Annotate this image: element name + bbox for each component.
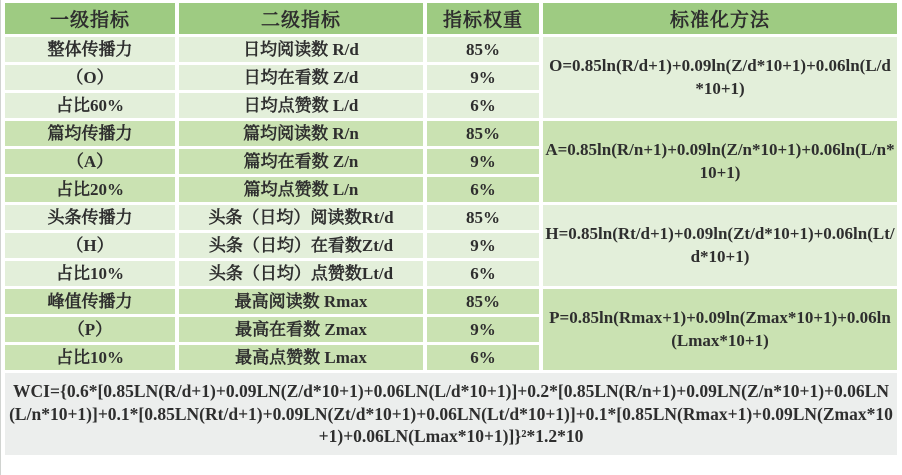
weight-cell: 9% [427,65,539,90]
level2-cell: 头条（日均）阅读数Rt/d [179,205,423,230]
formula-cell-A: A=0.85ln(R/n+1)+0.09ln(Z/n*10+1)+0.06ln(L/n*10+1) [543,121,897,202]
level1-cell: （O） [5,65,175,90]
level2-cell: 最高阅读数 Rmax [179,289,423,314]
header-level1-indicator: 一级指标 [5,3,175,34]
weight-cell: 6% [427,93,539,118]
weight-cell: 9% [427,233,539,258]
level1-cell: （A） [5,149,175,174]
header-row [5,3,897,34]
level2-cell: 头条（日均）在看数Zt/d [179,233,423,258]
table-row [5,121,897,146]
wci-formula-cell: WCI={0.6*[0.85LN(R/d+1)+0.09LN(Z/d*10+1)+0.06LN(L/d*10+1)]+0.2*[0.85LN(R/n+1)+0.09LN(Z/n*10+1)+0.06LN(L/n*10+1)]+0.1*[0.85LN(Rt/d+1)+0.09LN(Zt/d*10+1)+0.06LN(Lt/d*10+1)]+0.1*[0.85LN(Rmax+1)+0.09LN(Zmax*10+1)+0.06LN(Lmax*10+1)]}²*1.2*10 [5,373,897,455]
formula-cell-O: O=0.85ln(R/d+1)+0.09ln(Z/d*10+1)+0.06ln(L/d*10+1) [543,37,897,118]
level1-cell: 占比10% [5,345,175,370]
level1-cell: 占比10% [5,261,175,286]
level2-cell: 篇均在看数 Z/n [179,149,423,174]
level2-cell: 日均在看数 Z/d [179,65,423,90]
level1-cell: （P） [5,317,175,342]
level1-cell: 占比20% [5,177,175,202]
wci-indicator-table [1,0,901,458]
weight-cell: 6% [427,177,539,202]
level2-cell: 头条（日均）点赞数Lt/d [179,261,423,286]
table-row [5,289,897,314]
level1-cell: （H） [5,233,175,258]
level2-cell: 最高在看数 Zmax [179,317,423,342]
weight-cell: 9% [427,317,539,342]
level1-cell: 整体传播力 [5,37,175,62]
weight-cell: 6% [427,345,539,370]
level2-cell: 最高点赞数 Lmax [179,345,423,370]
formula-cell-H: H=0.85ln(Rt/d+1)+0.09ln(Zt/d*10+1)+0.06ln(Lt/d*10+1) [543,205,897,286]
level1-cell: 占比60% [5,93,175,118]
table-row [5,205,897,230]
table-row [5,37,897,62]
level2-cell: 日均点赞数 L/d [179,93,423,118]
formula-cell-P: P=0.85ln(Rmax+1)+0.09ln(Zmax*10+1)+0.06ln(Lmax*10+1) [543,289,897,370]
weight-cell: 85% [427,121,539,146]
weight-cell: 6% [427,261,539,286]
header-level2-indicator: 二级指标 [179,3,423,34]
weight-cell: 9% [427,149,539,174]
level1-cell: 头条传播力 [5,205,175,230]
level2-cell: 篇均点赞数 L/n [179,177,423,202]
level1-cell: 峰值传播力 [5,289,175,314]
weight-cell: 85% [427,37,539,62]
header-indicator-weight: 指标权重 [427,3,539,34]
weight-cell: 85% [427,289,539,314]
weight-cell: 85% [427,205,539,230]
header-standardization-method: 标准化方法 [543,3,897,34]
level1-cell: 篇均传播力 [5,121,175,146]
wci-formula-row [5,373,897,455]
level2-cell: 篇均阅读数 R/n [179,121,423,146]
level2-cell: 日均阅读数 R/d [179,37,423,62]
